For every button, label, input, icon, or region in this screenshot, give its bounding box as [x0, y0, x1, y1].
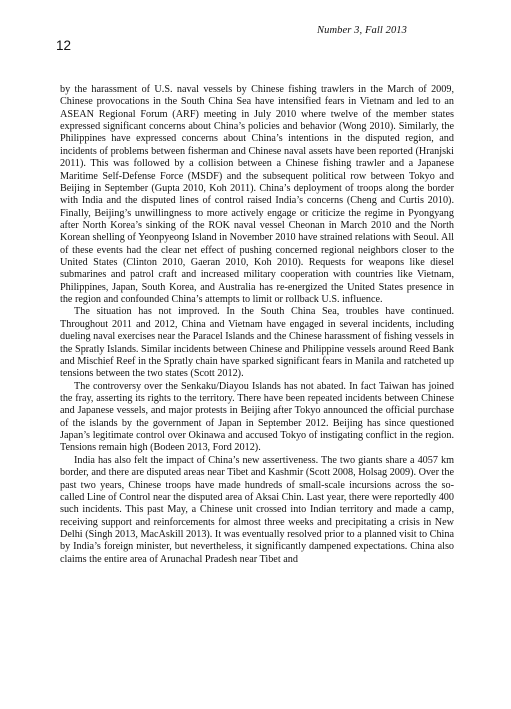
- paragraph: The situation has not improved. In the South China Sea, troubles have continued. Throughout 2011 and 2012, China and Vietnam have engaged in several incidents, including dueling naval exercises near the Paracel Islands and the Chinese harassment of fishing vessels in the Spratly Islands. Similar incidents between Chinese and Philippine vessels around Reed Bank and Mischief Reef in the Spratly chain have sparked significant fears in Manila and ratcheted up tensions between the two states (Scott 2012).: [60, 306, 454, 380]
- running-head: Number 3, Fall 2013: [317, 25, 407, 36]
- page-number: 12: [56, 38, 72, 53]
- body-text: [60, 84, 454, 566]
- paragraph: The controversy over the Senkaku/Diayou Islands has not abated. In fact Taiwan has joined the fray, asserting its rights to the territory. There have been repeated incidents between Chinese and Japanese vessels, and major protests in Beijing after Tokyo announced the official purchase of the islands by the government of Japan in September 2012. Beijing has since questioned Japan’s legitimate control over Okinawa and accused Tokyo of instigating conflict in the region. Tensions remain high (Bodeen 2013, Ford 2012).: [60, 380, 454, 454]
- paragraph: by the harassment of U.S. naval vessels by Chinese fishing trawlers in the March of 2009, Chinese provocations in the South China Sea have intensified fears in Vietnam and led to an ASEAN Regional Forum (ARF) meeting in July 2010 where twelve of the member states expressed significant concerns about China’s policies and behavior (Wong 2010). Similarly, the Philippines have expressed concerns about China’s intentions in the disputed region, and incidents of problems between fisherman and Chinese naval assets have been reported (Hranjski 2011). This was followed by a collision between a Chinese fishing trawler and a Japanese Maritime Self-Defense Force (MSDF) and the subsequent political row between Tokyo and Beijing in September (Gupta 2010, Koh 2011). China’s deployment of troops along the border with India and the disputed lines of control raised India’s concerns (Cheng and Curtis 2010). Finally, Beijing’s unwillingness to more actively engage or criticize the regime in Pyongyang after North Korea’s sinking of the ROK naval vessel Cheonan in March 2010 and the North Korean shelling of Yeonpyeong Island in November 2010 have strained relations with Seoul. All of these events had the clear net effect of pushing concerned regional neighbors closer to the United States (Clinton 2010, Gaeran 2010, Koh 2010). Requests for weapons like diesel submarines and patrol craft and increased military cooperation with countries like Vietnam, Philippines, Japan, South Korea, and Australia has re-energized the United States presence in the region and confounded China’s attempts to limit or rollback U.S. influence.: [60, 84, 454, 306]
- paragraph: India has also felt the impact of China’s new assertiveness. The two giants share a 4057 km border, and there are disputed areas near Tibet and Kashmir (Scott 2008, Holsag 2009). Over the past two years, Chinese troops have made hundreds of small-scale incursions across the so-called Line of Control near the disputed area of Aksai Chin. Last year, there were reportedly 400 such incidents. This past May, a Chinese unit crossed into Indian territory and made a camp, receiving support and reinforcements for almost three weeks and precipitating a crisis in New Delhi (Singh 2013, MacAskill 2013). It was eventually resolved prior to a planned visit to China by India’s foreign minister, but nevertheless, it significantly dampened expectations. China also claims the entire area of Arunachal Pradesh near Tibet and: [60, 454, 454, 565]
